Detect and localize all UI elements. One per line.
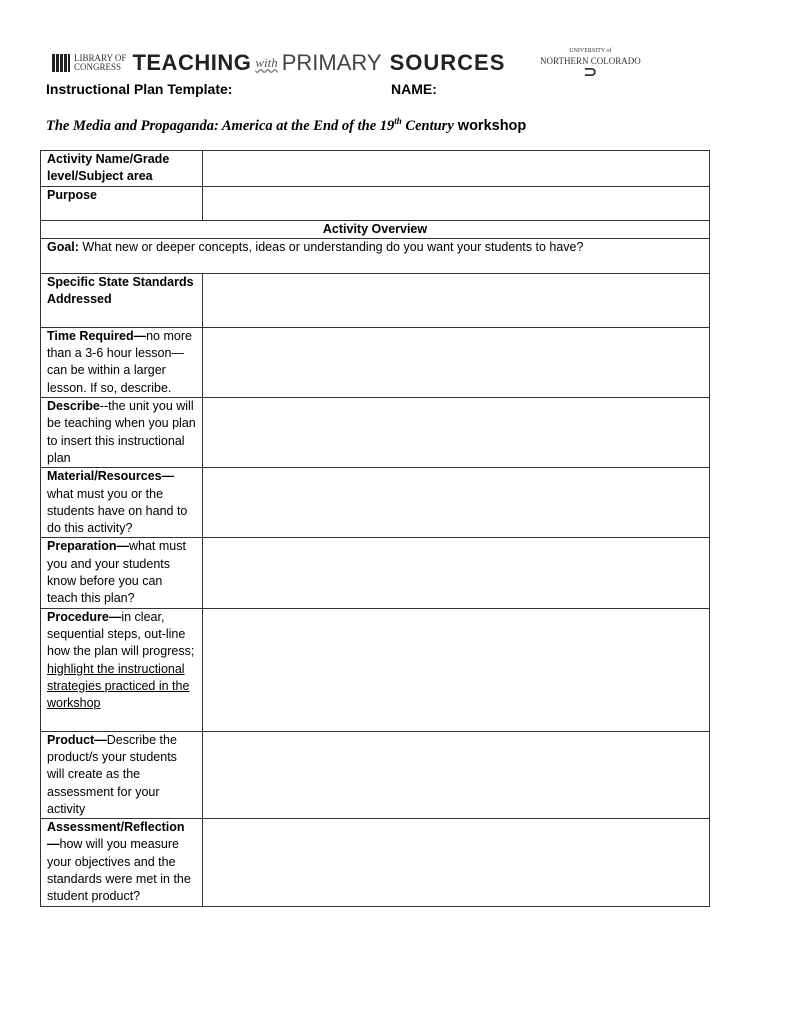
activity-name-field[interactable] (203, 151, 710, 187)
library-of-congress-icon (52, 54, 70, 72)
preparation-field[interactable] (203, 538, 710, 608)
logo-teaching: TEACHING (132, 50, 252, 75)
row-procedure: Procedure—in clear, sequential steps, out-line how the plan will progress; highlight the instructional strategies practiced in the workshop (41, 608, 710, 731)
name-label: NAME: (391, 81, 437, 97)
activity-overview-heading: Activity Overview (41, 220, 710, 238)
row-materials: Material/Resources—what must you or the students have on hand to do this activity? (41, 468, 710, 538)
loc-text: LIBRARY OF CONGRESS (74, 53, 127, 72)
materials-field[interactable] (203, 468, 710, 538)
unc-logo: UNIVERSITY of NORTHERN COLORADO ⊃ (540, 48, 641, 81)
logo-primary: PRIMARY (281, 50, 382, 75)
procedure-field[interactable] (203, 608, 710, 731)
logo-sources: SOURCES (389, 50, 506, 75)
logo-with: with (255, 55, 278, 70)
row-time: Time Required—no more than a 3-6 hour lesson—can be within a larger lesson. If so, describe. (41, 327, 710, 397)
row-overview (41, 220, 710, 238)
plan-table (40, 150, 710, 907)
row-goal (41, 238, 710, 273)
time-field[interactable] (203, 327, 710, 397)
row-preparation: Preparation—what must you and your students know before you can teach this plan? (41, 538, 710, 608)
purpose-field[interactable] (203, 186, 710, 220)
unc-bear-icon: ⊃ (583, 64, 598, 81)
row-assessment: Assessment/Reflection—how will you measure your objectives and the standards were met in the student product? (41, 819, 710, 906)
teaching-with-primary-sources-logo (52, 50, 505, 76)
row-product: Product—Describe the product/s your students will create as the assessment for your activity (41, 731, 710, 818)
row-describe: Describe--the unit you will be teaching when you plan to insert this instructional plan (41, 398, 710, 468)
assessment-field[interactable] (203, 819, 710, 906)
row-activity-name: Activity Name/Grade level/Subject area (41, 151, 710, 187)
row-standards: Specific State Standards Addressed (41, 273, 710, 327)
describe-field[interactable] (203, 398, 710, 468)
row-purpose: Purpose (41, 186, 710, 220)
workshop-title: The Media and Propaganda: America at the End of the 19th Century workshop (46, 116, 527, 134)
goal-field[interactable]: Goal: What new or deeper concepts, ideas or understanding do you want your students to have? (41, 238, 710, 273)
standards-field[interactable] (203, 273, 710, 327)
template-label: Instructional Plan Template: (46, 81, 233, 97)
product-field[interactable] (203, 731, 710, 818)
